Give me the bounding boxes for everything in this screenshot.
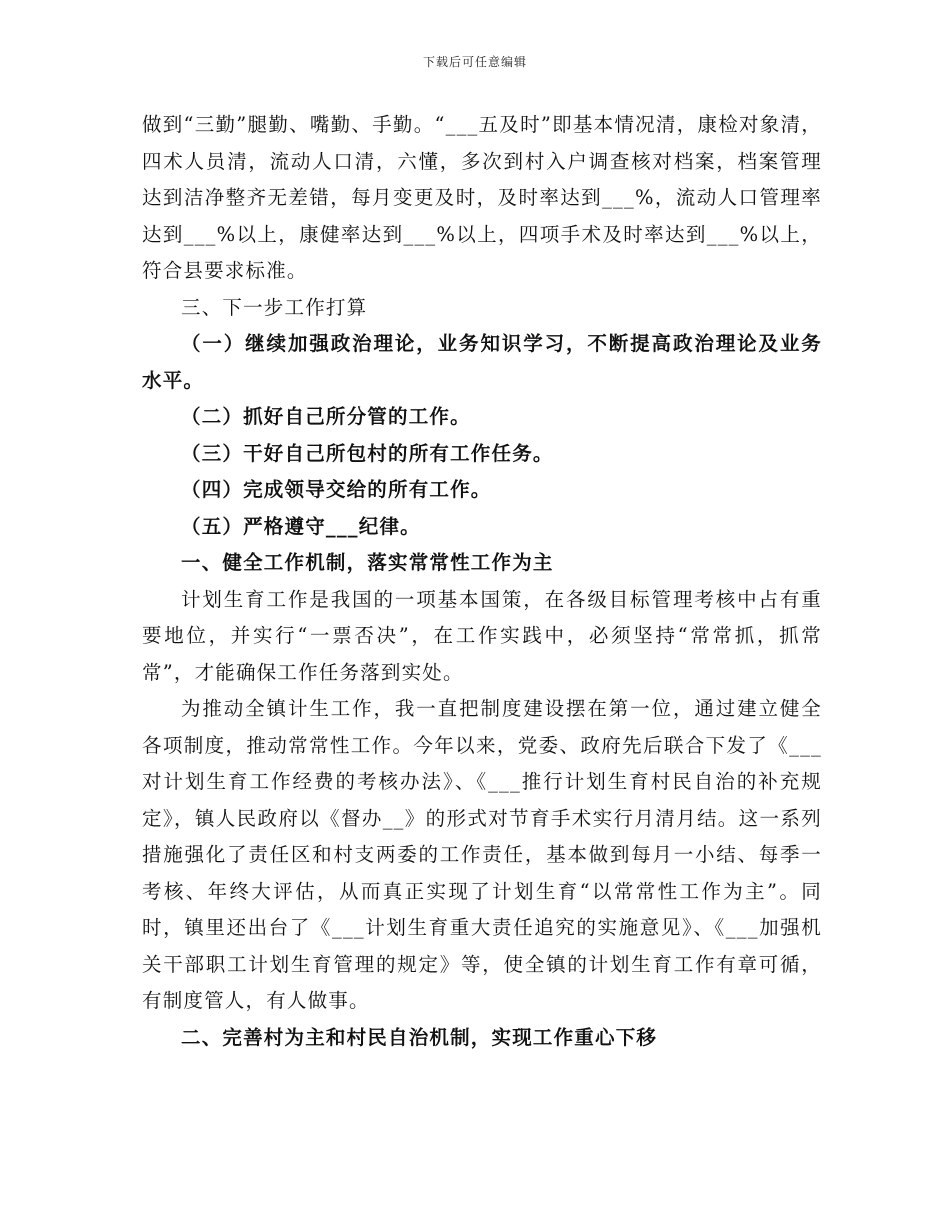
list-item-1: （一）继续加强政治理论，业务知识学习，不断提高政治理论及业务水平。 xyxy=(142,332,822,392)
paragraph-policy: 计划生育工作是我国的一项基本国策，在各级目标管理考核中占有重要地位，并实行“一票否决”，在工作实践中，必须坚持“常常抓，抓常常”，才能确保工作任务落到实处。 xyxy=(142,587,822,684)
list-item-3: （三）干好自己所包村的所有工作任务。 xyxy=(181,441,554,465)
section-heading-two: 二、完善村为主和村民自治机制，实现工作重心下移 xyxy=(181,1025,658,1049)
list-item-2: （二）抓好自己所分管的工作。 xyxy=(181,405,471,428)
section-heading-next-steps: 三、下一步工作打算 xyxy=(181,295,368,319)
list-item-4: （四）完成领导交给的所有工作。 xyxy=(181,478,492,501)
list-item-5: （五）严格遵守___纪律。 xyxy=(181,514,421,538)
paragraph-1: 做到“三勤”腿勤、嘴勤、手勤。“___五及时”即基本情况清，康检对象清，四术人员清，流动人口清，六懂，多次到村入户调查核对档案，档案管理达到洁净整齐无差错，每月变更及时，及时率达到___%，流动人口管理率达到___%以上，康健率达到___%以上，四项手术及时率达到___%以上，符合县要求标准。 xyxy=(142,113,822,282)
section-heading-one: 一、健全工作机制，落实常常性工作为主 xyxy=(181,551,554,574)
document-body xyxy=(142,107,822,1056)
page-header-note: 下载后可任意编辑 xyxy=(422,55,527,69)
paragraph-system-building: 为推动全镇计生工作，我一直把制度建设摆在第一位，通过建立健全各项制度，推动常常性工作。今年以来，党委、政府先后联合下发了《___对计划生育工作经费的考核办法》、《___推行计划生育村民自治的补充规定》，镇人民政府以《督办__》的形式对节育手术实行月清月结。这一系列措施强化了责任区和村支两委的工作责任，基本做到每月一小结、每季一考核、年终大评估，从而真正实现了计划生育“以常常性工作为主”。同时，镇里还出台了《___计划生育重大责任追究的实施意见》、《___加强机关干部职工计划生育管理的规定》等，使全镇的计划生育工作有章可循，有制度管人，有人做事。 xyxy=(142,697,822,1012)
